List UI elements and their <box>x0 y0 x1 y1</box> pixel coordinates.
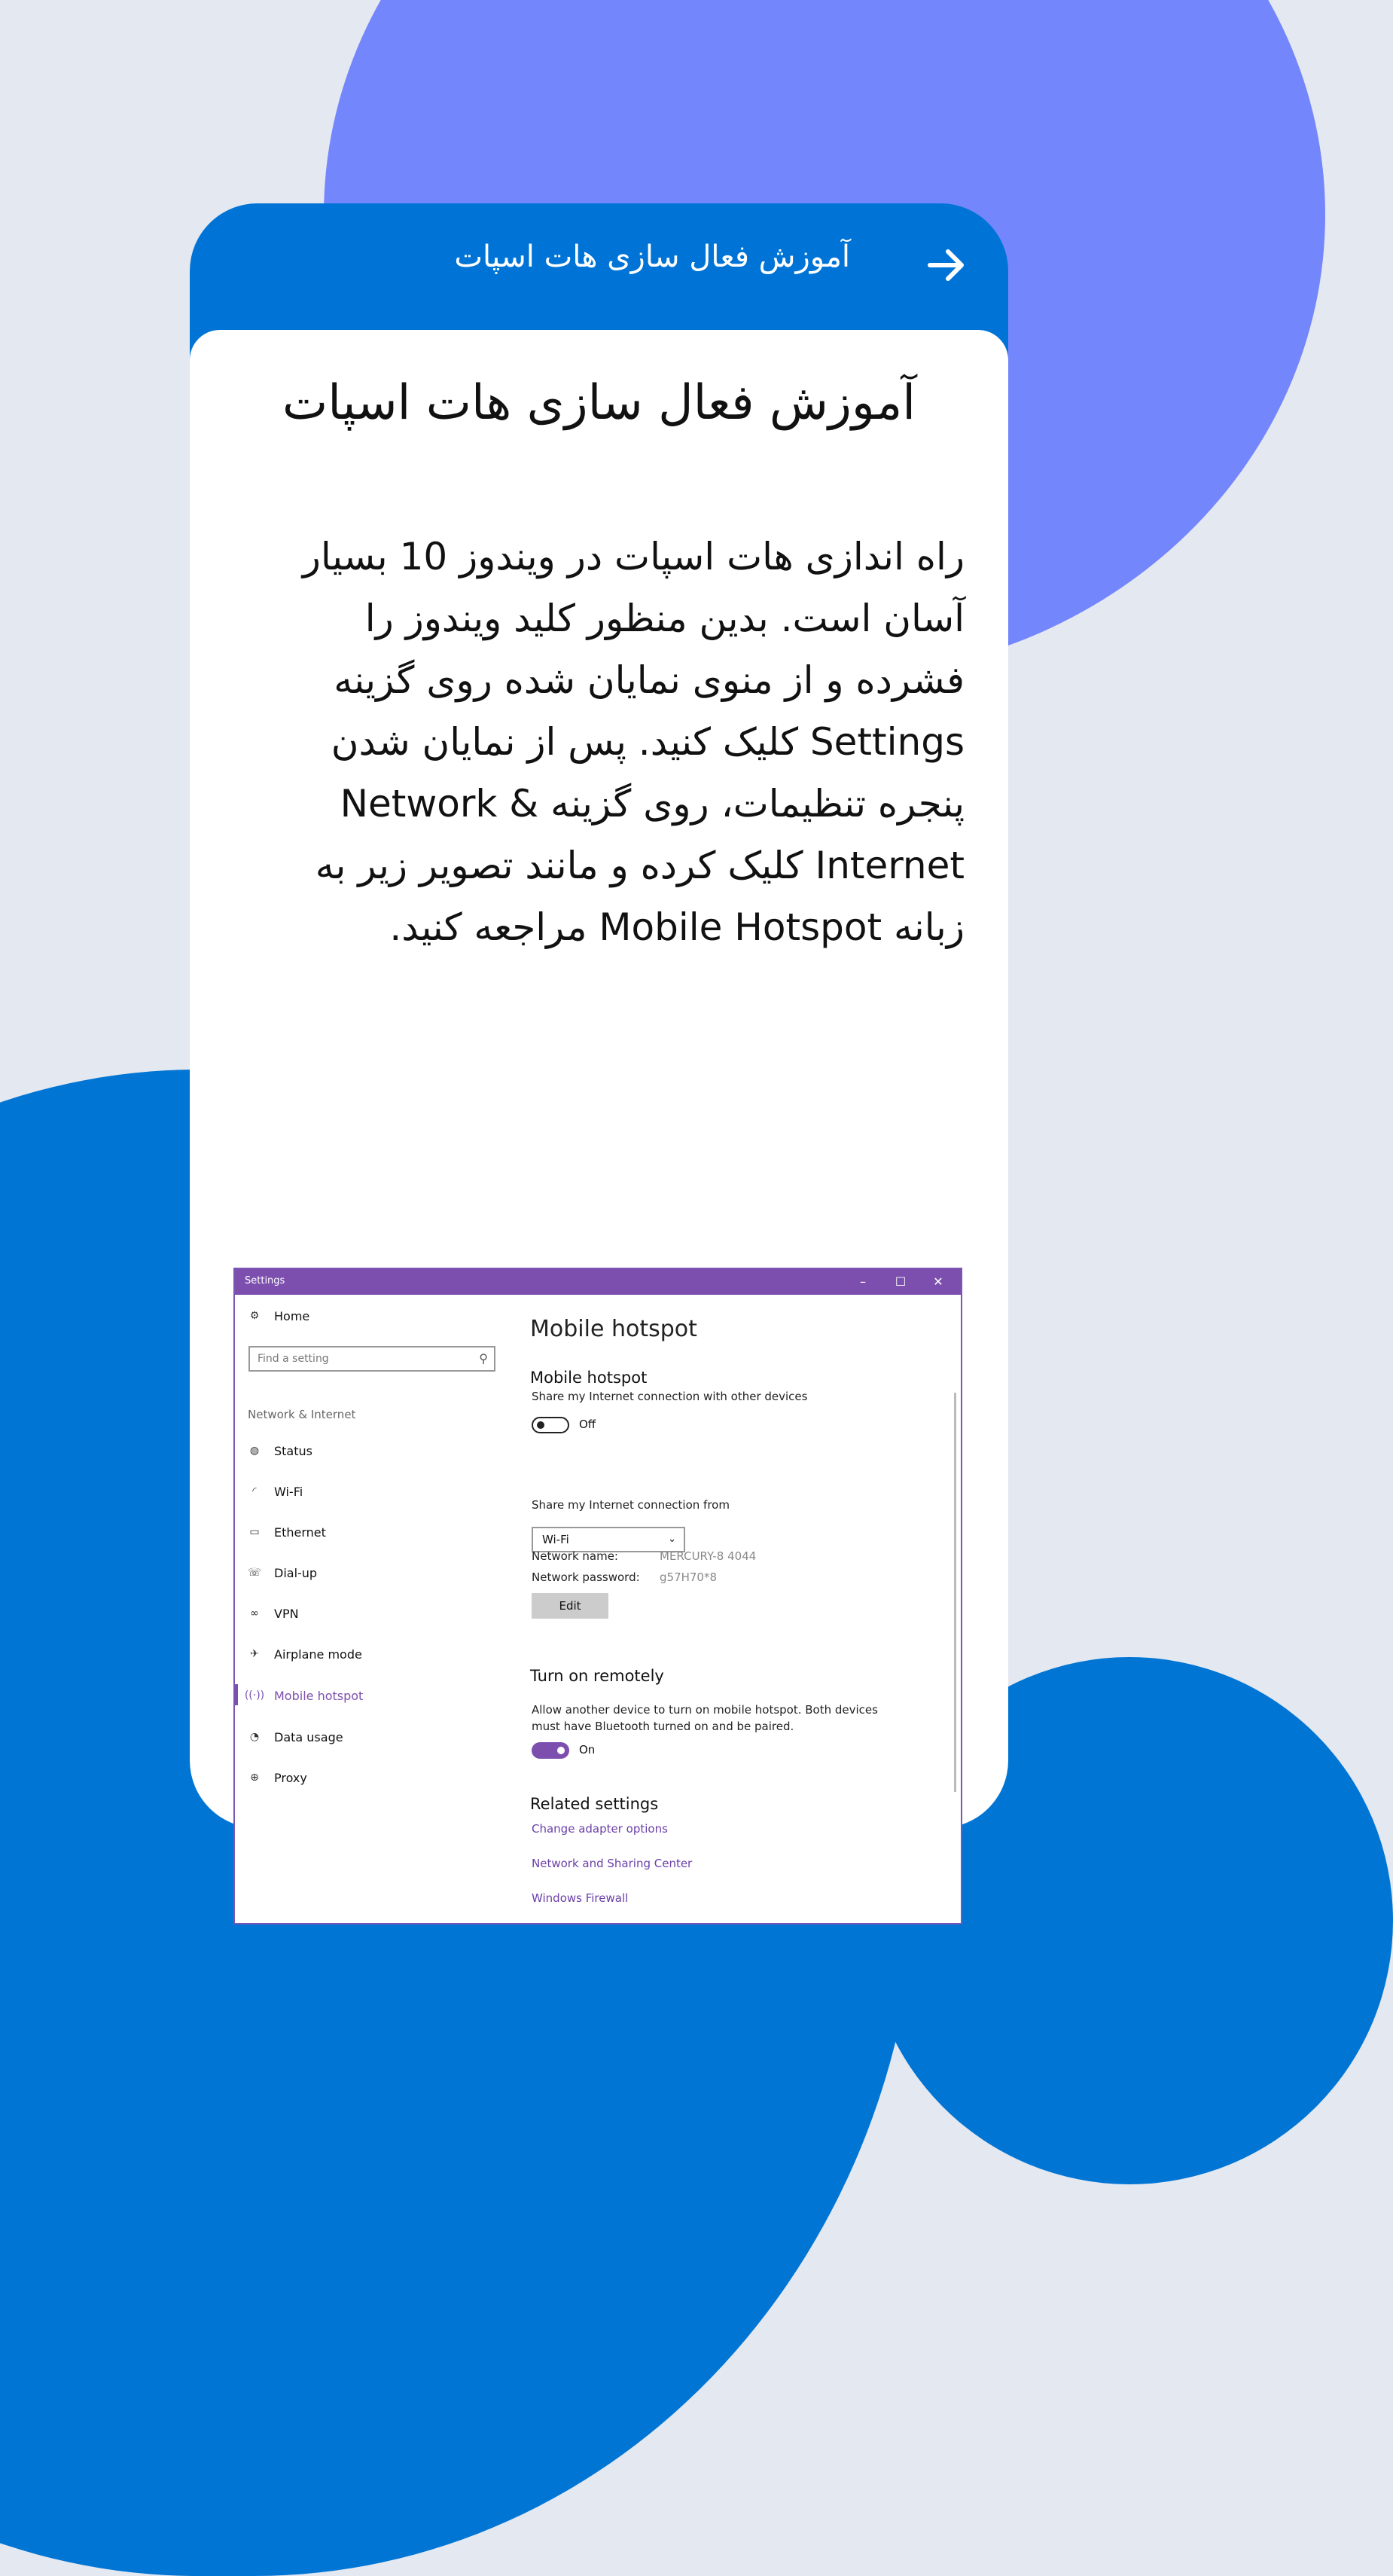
vpn-icon: ∞ <box>250 1607 259 1619</box>
remote-toggle[interactable] <box>532 1742 569 1759</box>
share-from-value: Wi-Fi <box>542 1533 569 1546</box>
sidebar-item-airplane-mode[interactable] <box>247 1643 362 1665</box>
link-network-sharing-center[interactable]: Network and Sharing Center <box>532 1857 693 1870</box>
edit-button[interactable]: Edit <box>532 1593 608 1619</box>
sidebar-item-vpn[interactable] <box>247 1602 299 1625</box>
sidebar-item-label: Proxy <box>274 1770 307 1785</box>
sidebar-item-ethernet[interactable] <box>247 1521 326 1543</box>
hotspot-toggle-state: Off <box>579 1418 596 1431</box>
remote-toggle-state: On <box>579 1743 596 1757</box>
minimize-icon[interactable]: – <box>860 1274 866 1289</box>
ethernet-icon: ▭ <box>249 1526 260 1538</box>
sidebar-item-label: Wi-Fi <box>274 1484 303 1499</box>
settings-sidebar <box>235 1295 514 1923</box>
link-windows-firewall[interactable]: Windows Firewall <box>532 1891 629 1905</box>
remote-heading: Turn on remotely <box>530 1667 664 1685</box>
network-password-label: Network password: <box>532 1570 640 1584</box>
window-titlebar <box>235 1269 961 1295</box>
sidebar-item-proxy[interactable] <box>247 1766 307 1789</box>
settings-content <box>530 1295 961 1923</box>
back-button[interactable] <box>922 241 971 289</box>
remote-description-line1: Allow another device to turn on mobile hotspot. Both devices <box>532 1703 878 1717</box>
sidebar-item-label: Airplane mode <box>274 1647 362 1662</box>
dialup-icon: ☏ <box>248 1567 261 1579</box>
wifi-icon: ◜ <box>252 1485 257 1497</box>
article-heading: آموزش فعال سازی هات اسپات <box>282 375 916 431</box>
sidebar-item-mobile-hotspot[interactable] <box>235 1684 363 1707</box>
hotspot-toggle[interactable] <box>532 1417 569 1433</box>
content-sheet <box>190 330 1008 1905</box>
share-from-label: Share my Internet connection from <box>532 1498 730 1512</box>
hotspot-description: Share my Internet connection with other devices <box>532 1390 808 1403</box>
top-bar-title: آموزش فعال سازی هات اسپات <box>454 240 850 274</box>
sidebar-item-label: Ethernet <box>274 1525 326 1540</box>
link-change-adapter-options[interactable]: Change adapter options <box>532 1822 668 1836</box>
sidebar-section-label: Network & Internet <box>248 1408 356 1421</box>
gear-icon: ⚙ <box>249 1310 260 1322</box>
sidebar-item-status[interactable] <box>247 1439 312 1462</box>
sidebar-item-label: Data usage <box>274 1729 343 1744</box>
sidebar-home-label: Home <box>274 1308 310 1323</box>
article-paragraph: راه اندازی هات اسپات در ویندوز 10 بسیار آسان است. بدین منظور کلید ویندوز را فشرده و از منوی نمایان شده روی گزینه Settings کلیک کنید. پس از نمایان شدن پنجره تنظیمات، روی گزینه Network & Internet کلیک کرده و مانند تصویر زیر به زبانه Mobile Hotspot مراجعه کنید. <box>302 535 965 949</box>
sidebar-item-data-usage[interactable] <box>247 1726 343 1748</box>
top-bar <box>190 203 1008 331</box>
page-title: Mobile hotspot <box>530 1316 697 1342</box>
chevron-down-icon: ⌄ <box>668 1534 676 1545</box>
search-placeholder: Find a setting <box>258 1353 329 1365</box>
phone-card <box>190 203 1008 1905</box>
sidebar-item-label: Status <box>274 1443 312 1458</box>
search-input[interactable] <box>248 1346 495 1372</box>
globe-icon: ⊕ <box>250 1772 259 1784</box>
maximize-icon[interactable]: ☐ <box>895 1274 907 1289</box>
related-settings-heading: Related settings <box>530 1795 659 1813</box>
sidebar-item-wifi[interactable] <box>247 1480 303 1503</box>
hotspot-heading: Mobile hotspot <box>530 1369 648 1387</box>
search-icon: ⚲ <box>479 1351 488 1366</box>
toggle-knob <box>557 1747 565 1754</box>
remote-description-line2: must have Bluetooth turned on and be paired. <box>532 1720 794 1733</box>
network-name-label: Network name: <box>532 1549 618 1563</box>
globe-status-icon: ◍ <box>249 1445 260 1457</box>
data-usage-icon: ◔ <box>249 1731 260 1743</box>
scrollbar[interactable] <box>954 1393 956 1792</box>
settings-window-screenshot <box>233 1268 962 1924</box>
active-indicator <box>235 1684 238 1705</box>
arrow-right-icon <box>922 241 971 289</box>
sidebar-item-label: Mobile hotspot <box>274 1688 364 1703</box>
window-title: Settings <box>245 1275 285 1286</box>
sidebar-item-label: Dial-up <box>274 1565 318 1580</box>
sidebar-item-label: VPN <box>274 1606 299 1621</box>
airplane-icon: ✈ <box>250 1648 259 1660</box>
network-name-value: MERCURY-8 4044 <box>660 1549 757 1563</box>
share-from-select[interactable] <box>532 1527 685 1552</box>
sidebar-home[interactable] <box>247 1305 309 1326</box>
hotspot-icon: ((·)) <box>244 1689 265 1702</box>
network-password-value: g57H70*8 <box>660 1570 718 1584</box>
sidebar-item-dialup[interactable] <box>247 1561 317 1584</box>
toggle-knob <box>537 1421 544 1429</box>
close-icon[interactable]: ✕ <box>933 1274 943 1289</box>
